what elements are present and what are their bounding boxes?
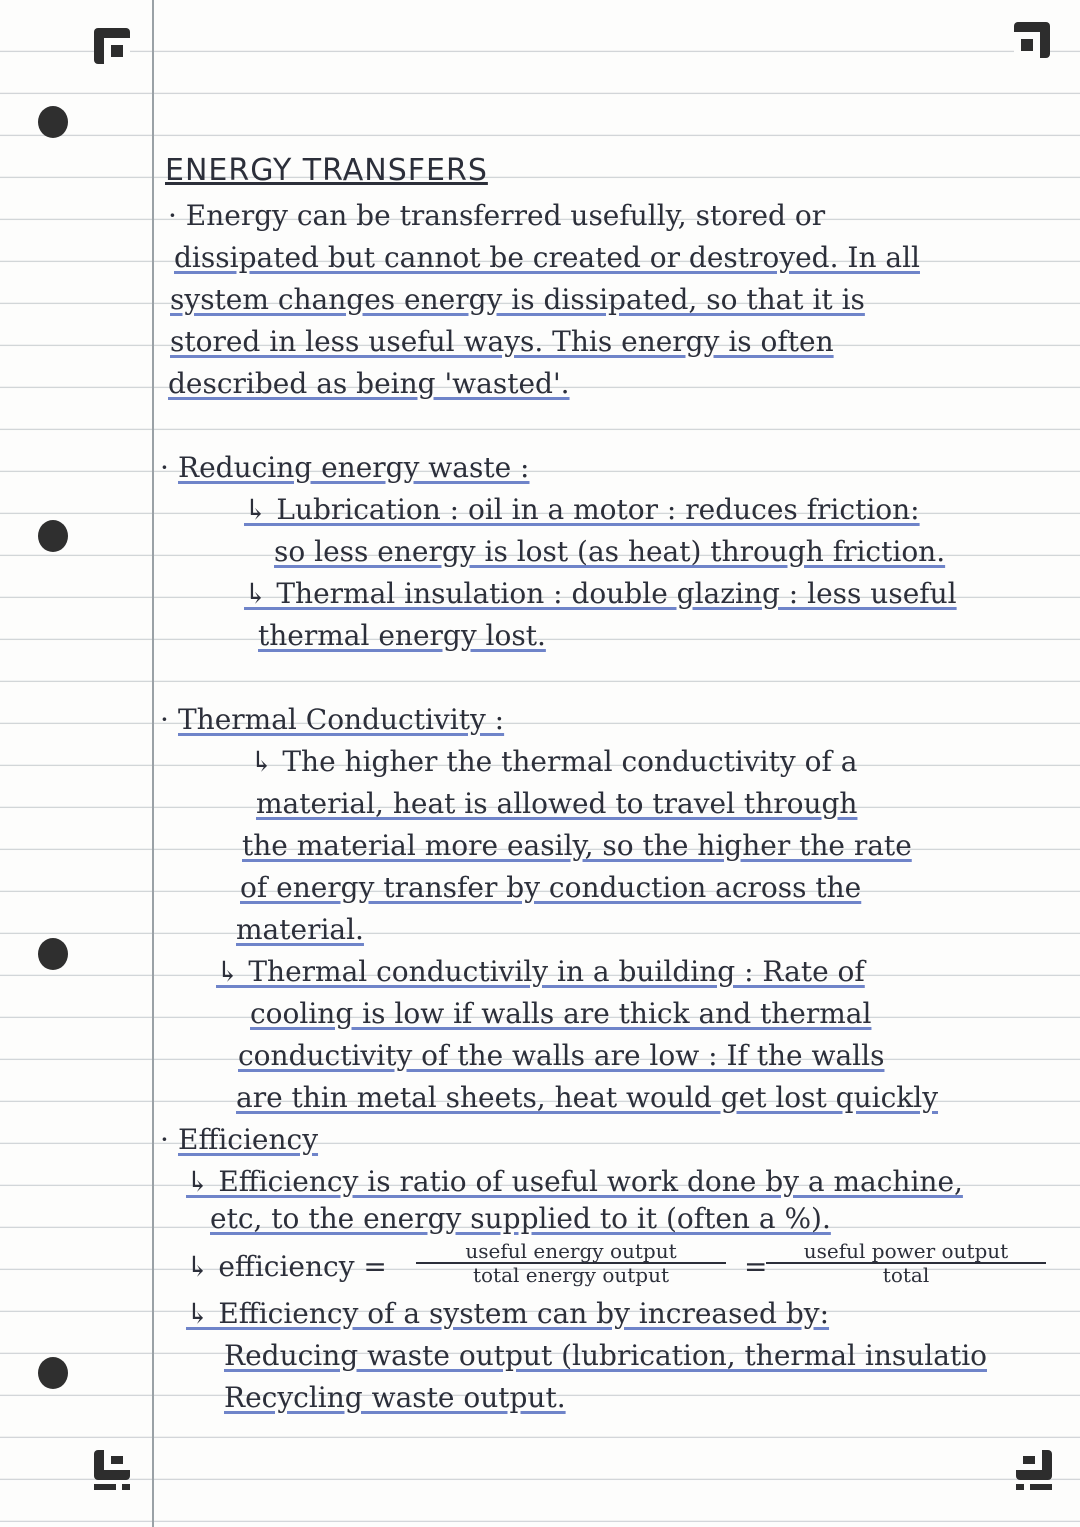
section-heading-conductivity: · Thermal Conductivity : <box>160 703 505 736</box>
intro-line: dissipated but cannot be created or destroyed. In all <box>174 241 920 274</box>
conductivity-line: ↳ The higher the thermal conductivity of a <box>250 745 858 778</box>
corner-marker-icon <box>94 28 130 64</box>
margin-line <box>152 0 154 1527</box>
punch-hole <box>38 938 68 970</box>
conductivity-line: are thin metal sheets, heat would get lost quickly <box>236 1081 939 1114</box>
punch-hole <box>38 520 68 552</box>
corner-marker-icon <box>94 1450 130 1490</box>
punch-hole <box>38 1357 68 1389</box>
page-title: ENERGY TRANSFERS <box>165 153 488 188</box>
conductivity-line: ↳ Thermal conductivily in a building : Rate of <box>216 955 865 988</box>
conductivity-line: the material more easily, so the higher the rate <box>242 829 912 862</box>
efficiency-line: ↳ Efficiency of a system can by increased by: <box>186 1297 830 1330</box>
fraction-numerator: useful power output <box>766 1240 1046 1264</box>
reducing-line: ↳ Lubrication : oil in a motor : reduces friction: <box>244 493 920 526</box>
efficiency-fraction-power <box>766 1240 1046 1286</box>
efficiency-line: etc, to the energy supplied to it (often a %). <box>210 1202 831 1235</box>
section-heading-reducing: · Reducing energy waste : <box>160 451 530 484</box>
reducing-line: ↳ Thermal insulation : double glazing : less useful <box>244 577 957 610</box>
corner-marker-icon <box>1014 22 1050 58</box>
efficiency-line: Recycling waste output. <box>224 1381 566 1414</box>
reducing-line: so less energy is lost (as heat) through friction. <box>274 535 946 568</box>
efficiency-line: Reducing waste output (lubrication, thermal insulatio <box>224 1339 987 1372</box>
fraction-numerator: useful energy output <box>416 1240 726 1264</box>
intro-line: · Energy can be transferred usefully, stored or <box>168 199 826 232</box>
conductivity-line: of energy transfer by conduction across the <box>240 871 862 904</box>
intro-line: described as being 'wasted'. <box>168 367 570 400</box>
efficiency-fraction-energy <box>416 1240 726 1286</box>
fraction-denominator: total energy output <box>472 1263 670 1287</box>
reducing-line: thermal energy lost. <box>258 619 546 652</box>
conductivity-line: cooling is low if walls are thick and thermal <box>250 997 872 1030</box>
conductivity-line: material. <box>236 913 364 946</box>
intro-line: system changes energy is dissipated, so that it is <box>170 283 865 316</box>
conductivity-line: conductivity of the walls are low : If the walls <box>238 1039 885 1072</box>
corner-marker-icon <box>1016 1450 1052 1490</box>
fraction-denominator: total <box>882 1263 930 1287</box>
efficiency-line: ↳ Efficiency is ratio of useful work done by a machine, <box>186 1165 963 1198</box>
punch-hole <box>38 106 68 138</box>
conductivity-line: material, heat is allowed to travel through <box>256 787 858 820</box>
intro-line: stored in less useful ways. This energy is often <box>170 325 834 358</box>
section-heading-efficiency: · Efficiency <box>160 1123 319 1156</box>
efficiency-formula-label: ↳ efficiency = <box>186 1250 387 1283</box>
equals-sign: = <box>744 1250 768 1283</box>
